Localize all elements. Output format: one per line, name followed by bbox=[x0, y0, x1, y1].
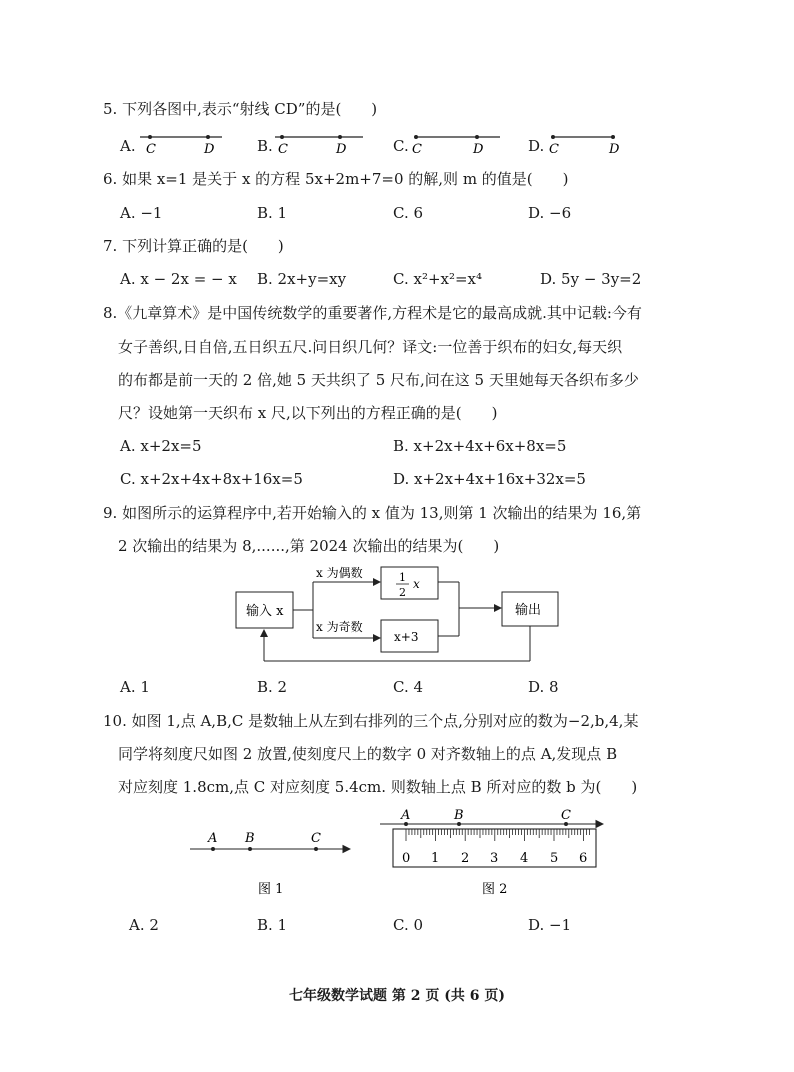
q5c-label-c: C bbox=[412, 142, 422, 157]
q7-stem: 7. 下列计算正确的是( ) bbox=[103, 237, 284, 255]
q9-line-1: 9. 如图所示的运算程序中,若开始输入的 x 值为 13,则第 1 次输出的结果为 16,第 bbox=[103, 504, 642, 522]
q5-figure-c bbox=[412, 135, 500, 157]
q5d-label-d: D bbox=[609, 142, 620, 157]
q8-option-d[interactable]: D. x+2x+4x+16x+32x=5 bbox=[393, 470, 586, 488]
ruler-num-0: 0 bbox=[402, 851, 411, 866]
ruler-num-2: 2 bbox=[461, 851, 470, 866]
ruler-num-6: 6 bbox=[579, 851, 588, 866]
q9-output-label: 输出 bbox=[515, 603, 542, 618]
q9-input-label: 输入 x bbox=[246, 604, 284, 619]
q9-half-denominator: 2 bbox=[399, 586, 406, 599]
q9-option-b[interactable]: B. 2 bbox=[257, 678, 288, 696]
q10-line-3: 对应刻度 1.8cm,点 C 对应刻度 5.4cm. 则数轴上点 B 所对应的数 b 为( ) bbox=[118, 778, 638, 796]
q8-line-3: 的布都是前一天的 2 倍,她 5 天共织了 5 尺布,问在这 5 天里她每天各织布多少 bbox=[118, 371, 639, 389]
q9-half-box bbox=[381, 567, 438, 599]
ruler-num-1: 1 bbox=[431, 851, 440, 866]
q9-line-2: 2 次输出的结果为 8,......,第 2024 次输出的结果为( ) bbox=[118, 537, 500, 555]
q5a-label-c: C bbox=[146, 142, 156, 157]
q9-plus3-label: x+3 bbox=[394, 630, 419, 644]
q5-stem: 5. 下列各图中,表示“射线 CD”的是( ) bbox=[103, 100, 378, 118]
q5-option-b[interactable]: B. bbox=[257, 137, 273, 155]
q8-option-b[interactable]: B. x+2x+4x+6x+8x=5 bbox=[393, 437, 567, 455]
q6-stem: 6. 如果 x=1 是关于 x 的方程 5x+2m+7=0 的解,则 m 的值是( ) bbox=[103, 170, 569, 188]
fig1-caption: 图 1 bbox=[258, 882, 284, 897]
q5-figure-b bbox=[275, 135, 363, 157]
q5-option-c[interactable]: C. bbox=[393, 137, 409, 155]
q8-option-c[interactable]: C. x+2x+4x+8x+16x=5 bbox=[120, 470, 303, 488]
q5c-label-d: D bbox=[473, 142, 484, 157]
q10-figures bbox=[0, 805, 794, 900]
q9-option-a[interactable]: A. 1 bbox=[120, 678, 150, 696]
fig2-point-a: A bbox=[401, 808, 411, 823]
q7-option-d[interactable]: D. 5y − 3y=2 bbox=[540, 270, 642, 288]
q10-line-1: 10. 如图 1,点 A,B,C 是数轴上从左到右排列的三个点,分别对应的数为−2,b,4,某 bbox=[103, 712, 639, 730]
fig1-point-b: B bbox=[245, 831, 255, 846]
q5a-label-d: D bbox=[204, 142, 215, 157]
q5-option-d[interactable]: D. bbox=[528, 137, 545, 155]
q9-odd-label: x 为奇数 bbox=[316, 620, 363, 634]
fig1-point-a: A bbox=[208, 831, 218, 846]
q7-option-c[interactable]: C. x²+x²=x⁴ bbox=[393, 270, 483, 288]
q8-line-4: 尺？设她第一天织布 x 尺,以下列出的方程正确的是( ) bbox=[118, 404, 498, 422]
ruler-num-5: 5 bbox=[550, 851, 559, 866]
q5b-label-c: C bbox=[278, 142, 288, 157]
q6-option-d[interactable]: D. −6 bbox=[528, 204, 572, 222]
fig1-point-c: C bbox=[311, 831, 321, 846]
q5-figure-a bbox=[140, 135, 222, 157]
q9-flowchart bbox=[0, 560, 794, 672]
q5-option-a[interactable]: A. bbox=[120, 137, 136, 155]
page-footer: 七年级数学试题 第 2 页 (共 6 页) bbox=[289, 988, 505, 1004]
q10-option-a[interactable]: A. 2 bbox=[129, 916, 159, 934]
q10-option-c[interactable]: C. 0 bbox=[393, 916, 424, 934]
ruler-num-3: 3 bbox=[490, 851, 499, 866]
q5-figure-d bbox=[549, 135, 620, 157]
fig2-caption: 图 2 bbox=[482, 882, 508, 897]
q6-option-a[interactable]: A. −1 bbox=[120, 204, 163, 222]
q10-figure-1 bbox=[190, 831, 350, 897]
q5-ray-figures bbox=[0, 125, 794, 160]
q10-option-d[interactable]: D. −1 bbox=[528, 916, 572, 934]
q10-line-2: 同学将刻度尺如图 2 放置,使刻度尺上的数字 0 对齐数轴上的点 A,发现点 B bbox=[118, 745, 618, 763]
ruler-num-4: 4 bbox=[520, 851, 529, 866]
q9-half-numerator: 1 bbox=[399, 571, 406, 584]
q5b-label-d: D bbox=[336, 142, 347, 157]
q6-option-c[interactable]: C. 6 bbox=[393, 204, 424, 222]
q10-option-b[interactable]: B. 1 bbox=[257, 916, 288, 934]
ruler-ticks bbox=[406, 829, 590, 841]
q8-line-2: 女子善织,日自倍,五日织五尺.问日织几何？译文:一位善于织布的妇女,每天织 bbox=[118, 338, 623, 356]
q10-figure-2 bbox=[380, 808, 603, 897]
q7-option-a[interactable]: A. x − 2x = − x bbox=[120, 270, 237, 288]
q9-even-label: x 为偶数 bbox=[316, 566, 363, 580]
fig2-point-b: B bbox=[454, 808, 464, 823]
q9-option-d[interactable]: D. 8 bbox=[528, 678, 559, 696]
q9-half-var: x bbox=[413, 577, 420, 591]
q8-line-1: 8.《九章算术》是中国传统数学的重要著作,方程术是它的最高成就.其中记载:今有 bbox=[103, 304, 642, 322]
q9-option-c[interactable]: C. 4 bbox=[393, 678, 424, 696]
q6-option-b[interactable]: B. 1 bbox=[257, 204, 288, 222]
q5d-label-c: C bbox=[549, 142, 559, 157]
q7-option-b[interactable]: B. 2x+y=xy bbox=[257, 270, 347, 288]
q8-option-a[interactable]: A. x+2x=5 bbox=[120, 437, 202, 455]
fig2-point-c: C bbox=[561, 808, 571, 823]
